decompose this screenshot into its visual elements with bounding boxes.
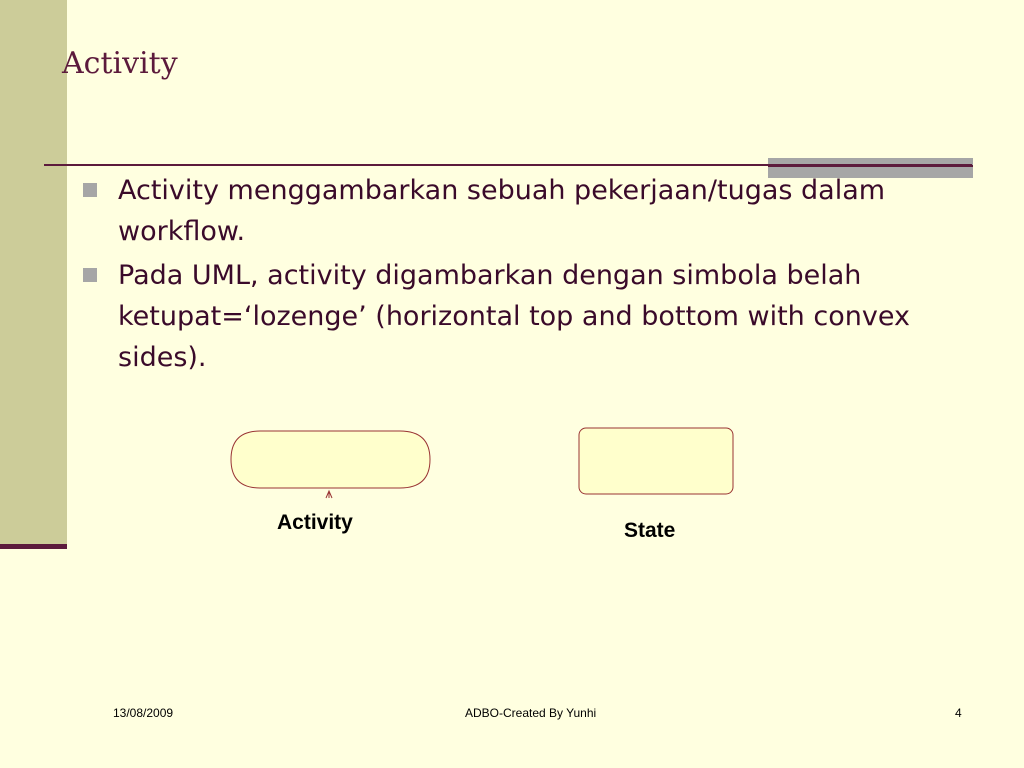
activity-pointer-arrow	[326, 491, 332, 498]
square-bullet-icon	[83, 183, 97, 197]
footer-date: 13/08/2009	[113, 706, 174, 720]
activity-lozenge-shape	[231, 431, 430, 488]
state-rounded-rect-shape	[579, 428, 733, 494]
footer-credit: ADBO-Created By Yunhi	[465, 706, 597, 720]
state-shape-label: State	[624, 519, 676, 542]
bullet-list	[82, 170, 962, 381]
bullet-item	[82, 255, 962, 378]
bullet-text: Pada UML, activity digambarkan dengan simbola belah ketupat=‘lozenge’ (horizontal top and bottom with convex sides).	[118, 260, 910, 373]
left-sidebar-bar	[0, 0, 67, 546]
bullet-text: Activity menggambarkan sebuah pekerjaan/tugas dalam workflow.	[118, 175, 886, 247]
title-rule-accent-line	[768, 165, 973, 167]
square-bullet-icon	[83, 268, 97, 282]
footer-page-number: 4	[955, 706, 962, 720]
left-sidebar-base-line	[0, 544, 67, 549]
slide-title: Activity	[62, 46, 178, 81]
activity-shape-label: Activity	[277, 511, 353, 534]
bullet-item	[82, 170, 962, 252]
